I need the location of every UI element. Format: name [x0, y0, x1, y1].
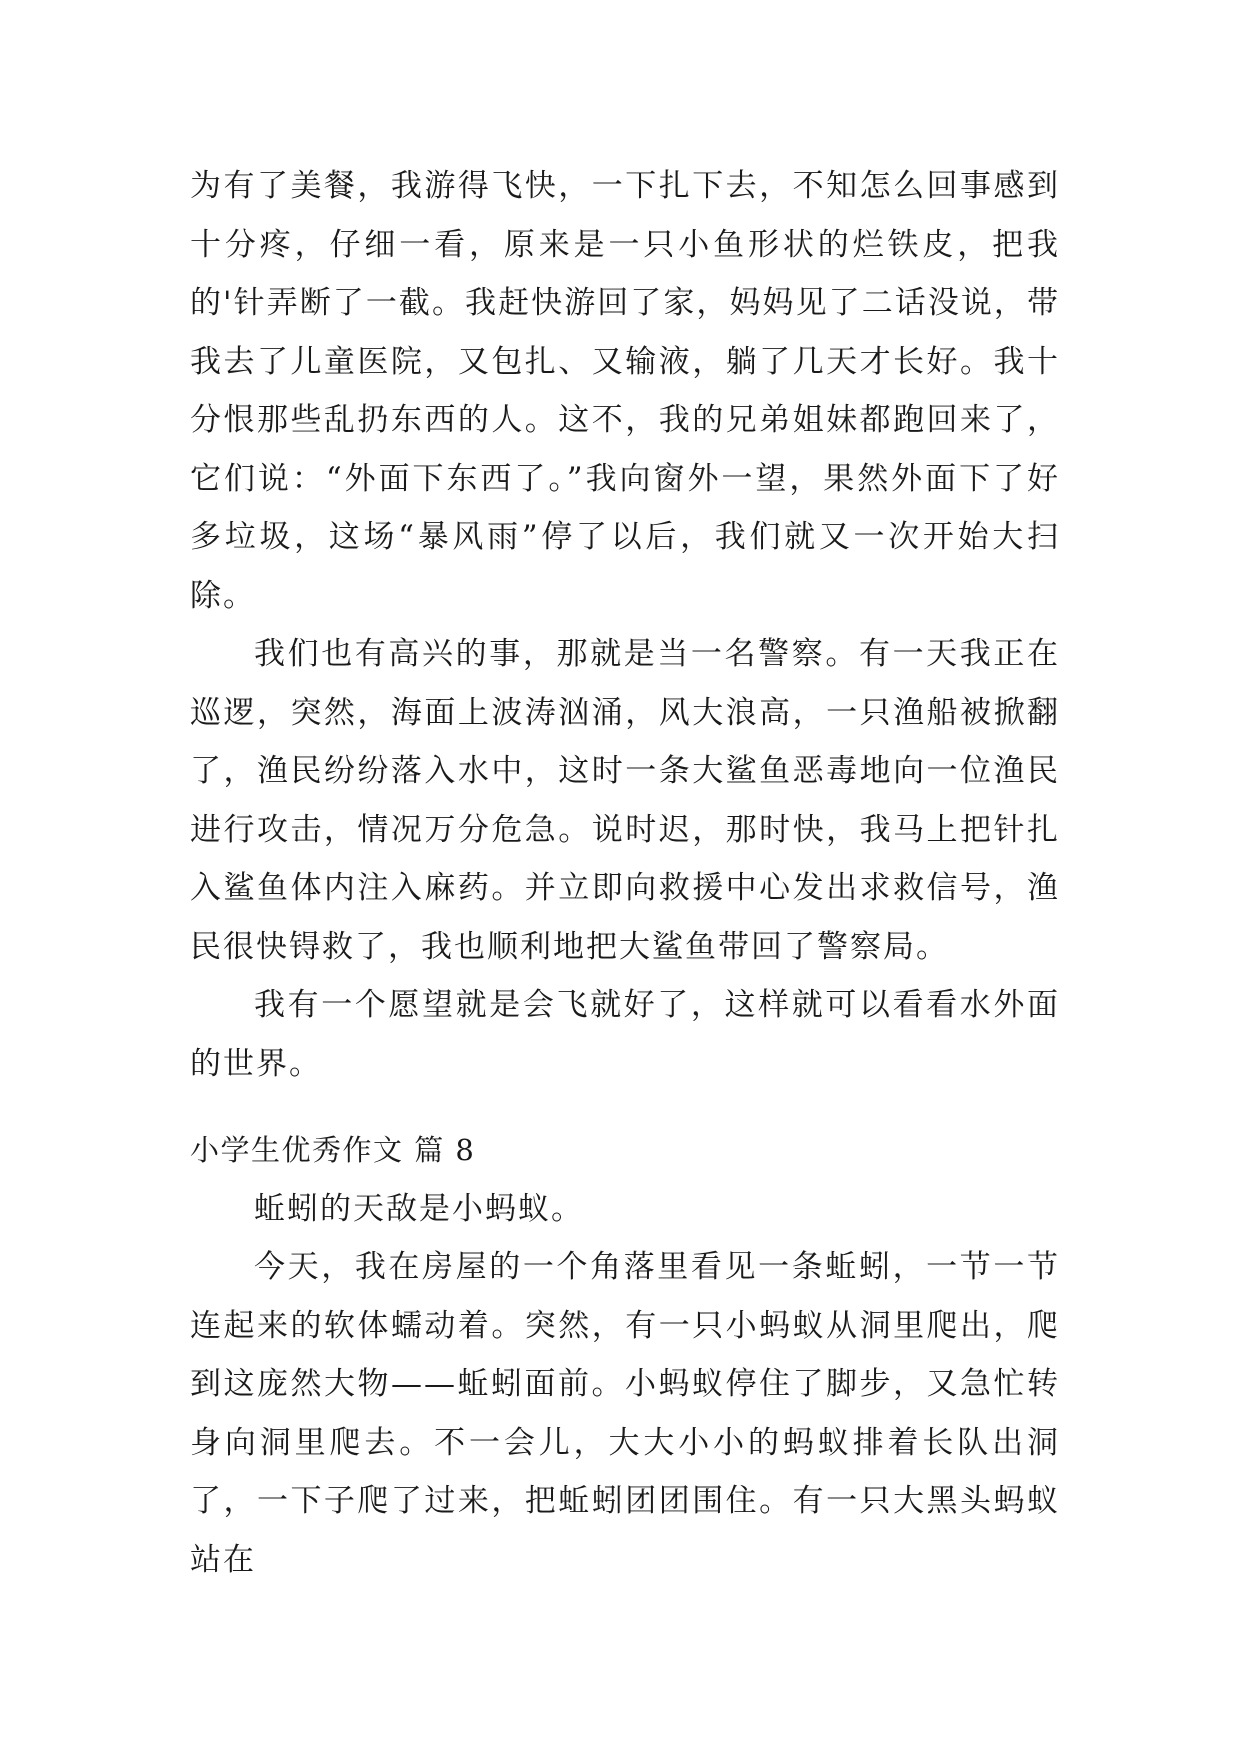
paragraph-police: 我们也有高兴的事，那就是当一名警察。有一天我正在巡逻，突然，海面上波涛汹涌，风大浪高，一只渔船被掀翻了，渔民纷纷落入水中，这时一条大鲨鱼恶毒地向一位渔民进行攻击，情况万分危急。说时迟，那时快，我马上把针扎入鲨鱼体内注入麻药。并立即向救援中心发出求救信号，渔民很快锝救了，我也顺利地把大鲨鱼带回了警察局。: [190, 636, 1060, 965]
document-body: [190, 157, 1060, 1589]
paragraph-continued: 为有了美餐，我游得飞快，一下扎下去，不知怎么回事感到十分疼，仔细一看，原来是一只小鱼形状的烂铁皮，把我的'针弄断了一截。我赶快游回了家，妈妈见了二话没说，带我去了儿童医院，又包扎、又输液，躺了几天才长好。我十分恨那些乱扔东西的人。这不，我的兄弟姐妹都跑回来了，它们说：“外面下东西了。”我向窗外一望，果然外面下了好多垃圾，这场“暴风雨”停了以后，我们就又一次开始大扫除。: [190, 168, 1060, 614]
paragraph-wish: 我有一个愿望就是会飞就好了，这样就可以看看水外面的世界。: [190, 987, 1060, 1082]
section-heading: 小学生优秀作文 篇 8: [190, 1133, 476, 1167]
paragraph-intro: 蚯蚓的天敌是小蚂蚁。: [254, 1190, 584, 1227]
paragraph-earthworm: 今天，我在房屋的一个角落里看见一条蚯蚓，一节一节连起来的软体蠕动着。突然，有一只小蚂蚁从洞里爬出，爬到这庞然大物——蚯蚓面前。小蚂蚁停住了脚步，又急忙转身向洞里爬去。不一会儿，大大小小的蚂蚁排着长队出洞了，一下子爬了过来，把蚯蚓团团围住。有一只大黑头蚂蚁站在: [190, 1249, 1060, 1578]
